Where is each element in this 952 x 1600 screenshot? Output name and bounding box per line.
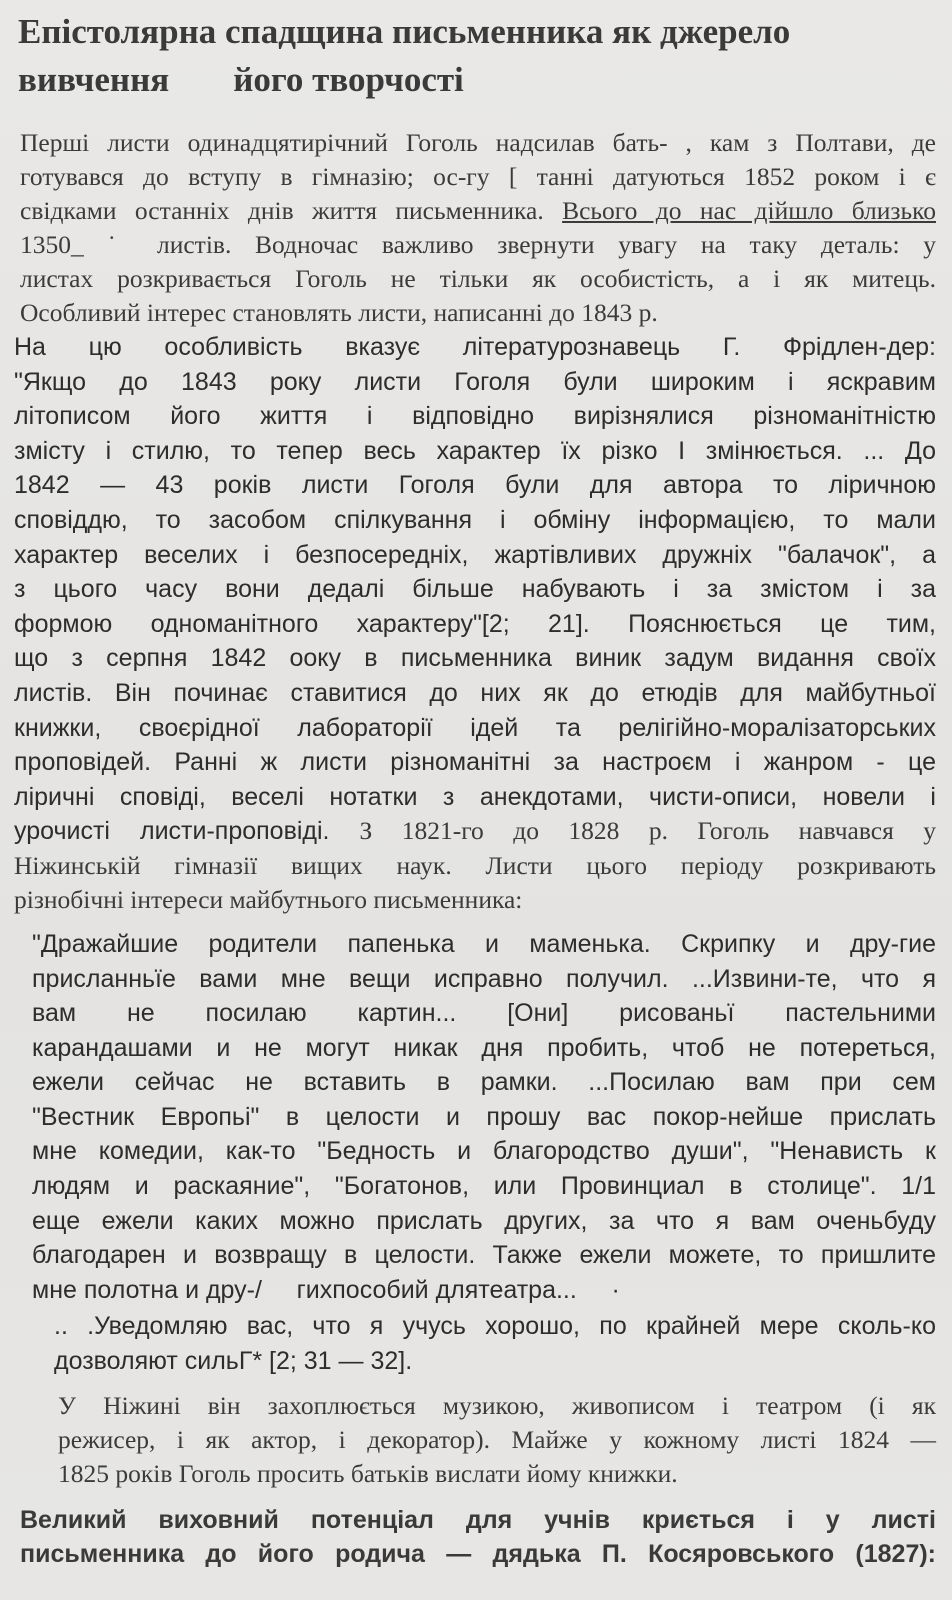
text-line: Великий виховний потенціал для учнів криється і у листі: [20, 1505, 936, 1534]
text-line: карандашами и не могут никак дня пробить, чтоб не потереться,: [32, 1033, 936, 1062]
title-line-1: Епістолярна спадщина письменника як джерело: [18, 12, 791, 51]
page-title: [18, 8, 936, 104]
underlined-text: Всього до нас дійшло близько: [562, 196, 936, 225]
text-line: присланньїе вами мне вещи исправно получил. ...Извини-те, что я: [32, 964, 936, 993]
text-line: вам не посилаю картин... [Они] рисованьї пастельними: [32, 999, 936, 1028]
text-line: людям и раскаяние", "Богатонов, или Провинциал в столице". 1/1: [32, 1172, 936, 1201]
text-line: що з серпня 1842 ооку в письменника виник задум видання своїх: [14, 644, 936, 673]
text-line: .. .Уведомляю вас, что я учусь хорошо, по крайней мере сколь-ко: [54, 1312, 936, 1341]
text-run: свідками останніх днів життя письменника.: [20, 196, 563, 225]
text-line: Особливий інтерес становлять листи, написанні до 1843 р.: [20, 298, 658, 327]
title-line-2: [18, 56, 936, 104]
text-line: листах розкривається Гоголь не тільки як особистість, а і як митець.: [20, 264, 936, 293]
text-line: 1825 років Гоголь просить батьків вислати йому книжки.: [58, 1458, 678, 1488]
text-line: з цього часу вони дедалі більше набувають і за змістом і за: [14, 575, 936, 604]
paragraph-educational-potential: [14, 1503, 936, 1572]
text-line: дозволяют сильГ* [2; 31 — 32].: [54, 1347, 413, 1376]
paragraph-letter-quote: [14, 927, 936, 1308]
text-line: проповідей. Ранні ж листи різноманітні за настроєм і жанром - це: [14, 748, 936, 777]
text-line: характер веселих і безпосередніх, жартівливих дружніх "балачок", а: [14, 540, 936, 569]
text-run: урочисті листи-проповіді.: [14, 817, 360, 846]
text-line: ліричні сповіді, веселі нотатки з анекдотами, чисти-описи, новели і: [14, 782, 936, 811]
text-line: [14, 814, 936, 849]
paragraph-intro: [14, 126, 936, 330]
title-word: його творчості: [233, 60, 464, 99]
text-line: листів. Він починає ставитися до них як до етюдів для майбутньої: [14, 678, 936, 707]
text-line: На цю особливість вказує літературознавець Г. Фрідлен-дер:: [14, 333, 936, 361]
text-line: 1350_ ˙ листів. Водночас важливо звернути увагу на таку деталь: у: [20, 230, 936, 259]
text-line: "Вестник Европьі" в целости и прошу вас покор-нейше прислать: [32, 1102, 936, 1131]
text-line: формою одноманітного характеру"[2; 21]. Пояснюється це тим,: [14, 609, 936, 638]
text-line: мне полотна и дру-/ гихпособий длятеатра... ·: [32, 1275, 620, 1304]
text-line: "Дражайшие родители папенька и маменька. Скрипку и дру-гие: [32, 929, 936, 958]
text-line: режисер, і як актор, і декоратор). Майже у кожному листі 1824 —: [58, 1424, 936, 1454]
text-line: еще ежели каких можно прислать других, за что я вам оченьбуду: [32, 1206, 936, 1235]
text-line: ежели сейчас не вставить в рамки. ...Посилаю вам при сем: [32, 1068, 936, 1097]
text-run-serif: З 1821-го до 1828 р. Гоголь навчався у: [359, 816, 936, 846]
paragraph-letter-continuation: [14, 1309, 936, 1378]
text-line: У Ніжині він захоплюється музикою, живописом і театром (і як: [58, 1390, 936, 1420]
text-line: Ніжинській гімназії вищих наук. Листи цього періоду розкривають: [14, 850, 936, 880]
text-line: письменника до його родича — дядька П. Косяровського (1827):: [20, 1540, 936, 1569]
text-line: змісту і стилю, то тепер весь характер їх різко І змінюється. ... До: [14, 436, 936, 465]
text-line: Перші листи одинадцятирічний Гоголь надсилав бать- , кам з Полтави, де: [20, 128, 936, 157]
text-line: готувався до вступу в гімназію; ос-гу [ танні датуються 1852 роком і є: [20, 162, 936, 191]
text-line: "Якщо до 1843 року листи Гоголя були широким і яскравим: [14, 367, 936, 396]
text-line: сповіддю, то засобом спілкування і обміну інформацією, то мали: [14, 505, 936, 534]
text-line: мне комедии, как-то "Бедность и благородство души", "Ненависть к: [32, 1137, 936, 1166]
paragraph-nizhyn: [14, 1389, 936, 1491]
paragraph-friedlender-quote: [14, 330, 936, 917]
text-line: літописом його життя і відповідно вирізнялися різноманітністю: [14, 402, 936, 431]
text-line: [20, 194, 936, 228]
text-line: книжки, своєрідної лабораторії ідей та релігійно-моралізаторських: [14, 713, 936, 742]
title-word: вивчення: [18, 60, 170, 99]
text-line: 1842 — 43 років листи Гоголя були для автора то ліричною: [14, 471, 936, 500]
text-line: благодарен и возвращу в целости. Также ежели можете, то пришлите: [32, 1241, 936, 1270]
text-line: різнобічні інтереси майбутнього письменника:: [14, 884, 523, 914]
